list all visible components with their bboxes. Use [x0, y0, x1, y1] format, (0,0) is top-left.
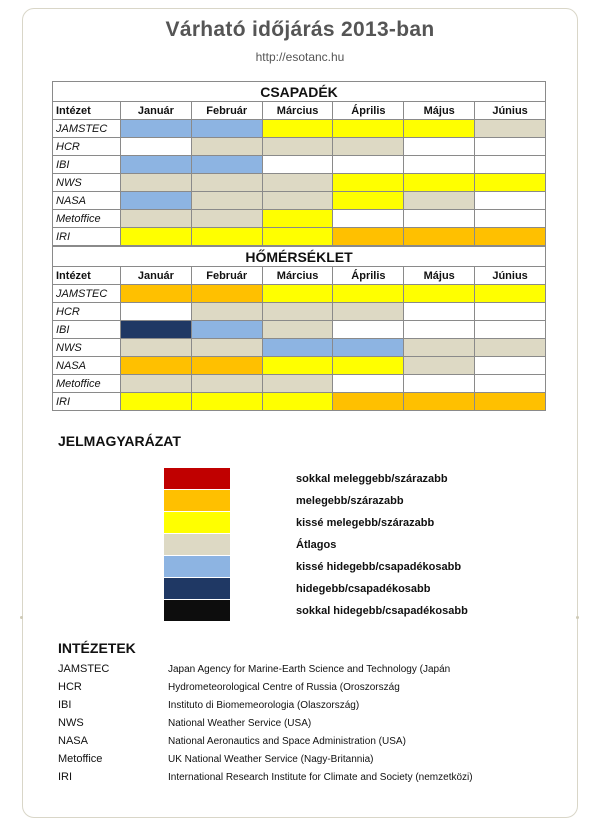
- header-institute: Intézet: [53, 102, 121, 120]
- divider-dot: [20, 616, 23, 619]
- forecast-cell: [262, 192, 333, 210]
- forecast-cell: [191, 138, 262, 156]
- forecast-cell: [475, 192, 546, 210]
- legend-swatch: [164, 556, 230, 577]
- forecast-cell: [191, 357, 262, 375]
- table-row: [53, 357, 546, 375]
- legend-swatch: [164, 578, 230, 599]
- forecast-cell: [121, 321, 192, 339]
- forecast-cell: [262, 210, 333, 228]
- legend-label: hidegebb/csapadékosabb: [296, 583, 431, 595]
- forecast-cell: [121, 138, 192, 156]
- forecast-cell: [333, 339, 404, 357]
- forecast-cell: [121, 393, 192, 411]
- legend-label: sokkal hidegebb/csapadékosabb: [296, 605, 468, 617]
- institutes-title: INTÉZETEK: [58, 640, 136, 656]
- forecast-cell: [404, 285, 475, 303]
- legend-label: kissé hidegebb/csapadékosabb: [296, 561, 462, 573]
- institute-abbr: NASA: [58, 735, 88, 747]
- forecast-cell: [191, 228, 262, 246]
- forecast-cell: [404, 303, 475, 321]
- legend-swatch: [164, 512, 230, 533]
- institute-abbr: JAMSTEC: [58, 663, 110, 675]
- forecast-cell: [121, 174, 192, 192]
- forecast-cell: [404, 357, 475, 375]
- precipitation-table: [52, 81, 546, 246]
- institute-full-name: Instituto di Biomemeorologia (Olaszország): [168, 700, 360, 711]
- forecast-cell: [191, 210, 262, 228]
- institute-name: HCR: [53, 138, 121, 156]
- forecast-cell: [191, 375, 262, 393]
- forecast-cell: [404, 339, 475, 357]
- forecast-cell: [333, 228, 404, 246]
- forecast-cell: [262, 393, 333, 411]
- forecast-cell: [121, 303, 192, 321]
- temperature-title: HŐMÉRSÉKLET: [53, 247, 546, 267]
- forecast-cell: [191, 393, 262, 411]
- table-row: [53, 375, 546, 393]
- legend-swatch: [164, 534, 230, 555]
- legend-label: Átlagos: [296, 539, 337, 551]
- header-month: Június: [475, 267, 546, 285]
- header-month: Április: [333, 267, 404, 285]
- forecast-cell: [191, 303, 262, 321]
- institute-abbr: IRI: [58, 771, 73, 783]
- forecast-cell: [475, 393, 546, 411]
- table-row: [53, 192, 546, 210]
- institute-abbr: IBI: [58, 699, 72, 711]
- table-row: [53, 210, 546, 228]
- table-row: [53, 228, 546, 246]
- forecast-cell: [404, 210, 475, 228]
- forecast-cell: [191, 120, 262, 138]
- forecast-cell: [333, 393, 404, 411]
- institute-name: Metoffice: [53, 375, 121, 393]
- forecast-cell: [191, 339, 262, 357]
- header-month: Április: [333, 102, 404, 120]
- header-month: Február: [191, 267, 262, 285]
- forecast-cell: [333, 285, 404, 303]
- institute-full-name: National Weather Service (USA): [168, 718, 312, 729]
- forecast-cell: [262, 120, 333, 138]
- forecast-cell: [191, 174, 262, 192]
- forecast-cell: [191, 192, 262, 210]
- header-month: Május: [404, 102, 475, 120]
- institute-name: NASA: [53, 357, 121, 375]
- legend-swatch: [164, 490, 230, 511]
- legend-swatch: [164, 600, 230, 621]
- legend-swatch: [164, 468, 230, 489]
- forecast-cell: [333, 138, 404, 156]
- header-month: Május: [404, 267, 475, 285]
- institute-name: IRI: [53, 228, 121, 246]
- forecast-cell: [121, 192, 192, 210]
- forecast-cell: [475, 321, 546, 339]
- institute-name: NWS: [53, 339, 121, 357]
- temperature-table: [52, 246, 546, 411]
- forecast-cell: [121, 339, 192, 357]
- forecast-cell: [121, 120, 192, 138]
- forecast-cell: [262, 357, 333, 375]
- forecast-cell: [475, 210, 546, 228]
- header-month: Február: [191, 102, 262, 120]
- institute-full-name: National Aeronautics and Space Administration (USA): [168, 736, 406, 747]
- forecast-cell: [333, 375, 404, 393]
- forecast-cell: [333, 192, 404, 210]
- forecast-cell: [121, 357, 192, 375]
- forecast-cell: [475, 174, 546, 192]
- institute-name: IBI: [53, 321, 121, 339]
- institute-name: Metoffice: [53, 210, 121, 228]
- legend-label: melegebb/szárazabb: [296, 495, 404, 507]
- forecast-cell: [121, 210, 192, 228]
- forecast-cell: [121, 285, 192, 303]
- institute-name: IBI: [53, 156, 121, 174]
- forecast-cell: [262, 339, 333, 357]
- forecast-cell: [475, 339, 546, 357]
- institute-name: JAMSTEC: [53, 285, 121, 303]
- forecast-cell: [121, 375, 192, 393]
- forecast-cell: [262, 228, 333, 246]
- forecast-cell: [404, 120, 475, 138]
- forecast-cell: [262, 321, 333, 339]
- institute-full-name: International Research Institute for Climate and Society (nemzetközi): [168, 772, 473, 783]
- forecast-cell: [333, 156, 404, 174]
- forecast-cell: [191, 285, 262, 303]
- forecast-cell: [121, 156, 192, 174]
- table-row: [53, 138, 546, 156]
- header-month: Január: [121, 102, 192, 120]
- forecast-cell: [404, 228, 475, 246]
- forecast-cell: [404, 192, 475, 210]
- institute-name: JAMSTEC: [53, 120, 121, 138]
- precipitation-title: CSAPADÉK: [53, 82, 546, 102]
- table-row: [53, 156, 546, 174]
- legend-label: kissé melegebb/szárazabb: [296, 517, 435, 529]
- legend-title: JELMAGYARÁZAT: [58, 433, 181, 449]
- forecast-cell: [191, 321, 262, 339]
- forecast-cell: [262, 138, 333, 156]
- forecast-cell: [475, 156, 546, 174]
- forecast-cell: [262, 174, 333, 192]
- header-month: Március: [262, 267, 333, 285]
- table-row: [53, 393, 546, 411]
- header-month: Június: [475, 102, 546, 120]
- table-row: [53, 339, 546, 357]
- page-subtitle: http://esotanc.hu: [255, 50, 345, 64]
- legend-label: sokkal meleggebb/szárazabb: [296, 473, 448, 485]
- institute-name: NWS: [53, 174, 121, 192]
- forecast-cell: [333, 321, 404, 339]
- institute-abbr: HCR: [58, 681, 82, 693]
- forecast-cell: [404, 156, 475, 174]
- institute-abbr: NWS: [58, 717, 84, 729]
- institute-name: IRI: [53, 393, 121, 411]
- institute-full-name: Hydrometeorological Centre of Russia (Oroszország: [168, 682, 400, 693]
- institute-name: HCR: [53, 303, 121, 321]
- forecast-cell: [404, 138, 475, 156]
- table-row: [53, 174, 546, 192]
- page-title: Várható időjárás 2013-ban: [165, 18, 435, 41]
- forecast-cell: [262, 156, 333, 174]
- forecast-cell: [404, 375, 475, 393]
- forecast-cell: [475, 375, 546, 393]
- institute-name: NASA: [53, 192, 121, 210]
- header-month: Március: [262, 102, 333, 120]
- forecast-cell: [333, 174, 404, 192]
- forecast-cell: [475, 285, 546, 303]
- table-row: [53, 120, 546, 138]
- forecast-cell: [404, 321, 475, 339]
- forecast-cell: [475, 228, 546, 246]
- forecast-cell: [333, 120, 404, 138]
- table-row: [53, 321, 546, 339]
- forecast-cell: [475, 138, 546, 156]
- forecast-cell: [262, 303, 333, 321]
- forecast-cell: [262, 285, 333, 303]
- forecast-cell: [475, 303, 546, 321]
- forecast-cell: [404, 393, 475, 411]
- forecast-cell: [121, 228, 192, 246]
- table-row: [53, 303, 546, 321]
- divider-dot: [576, 616, 579, 619]
- forecast-cell: [262, 375, 333, 393]
- institute-full-name: UK National Weather Service (Nagy-Britannia): [168, 754, 374, 765]
- forecast-cell: [191, 156, 262, 174]
- forecast-cell: [404, 174, 475, 192]
- forecast-cell: [333, 210, 404, 228]
- forecast-cell: [333, 357, 404, 375]
- institute-full-name: Japan Agency for Marine-Earth Science and Technology (Japán: [168, 664, 451, 675]
- forecast-cell: [333, 303, 404, 321]
- forecast-cell: [475, 357, 546, 375]
- header-month: Január: [121, 267, 192, 285]
- table-row: [53, 285, 546, 303]
- institute-abbr: Metoffice: [58, 753, 103, 765]
- header-institute: Intézet: [53, 267, 121, 285]
- forecast-cell: [475, 120, 546, 138]
